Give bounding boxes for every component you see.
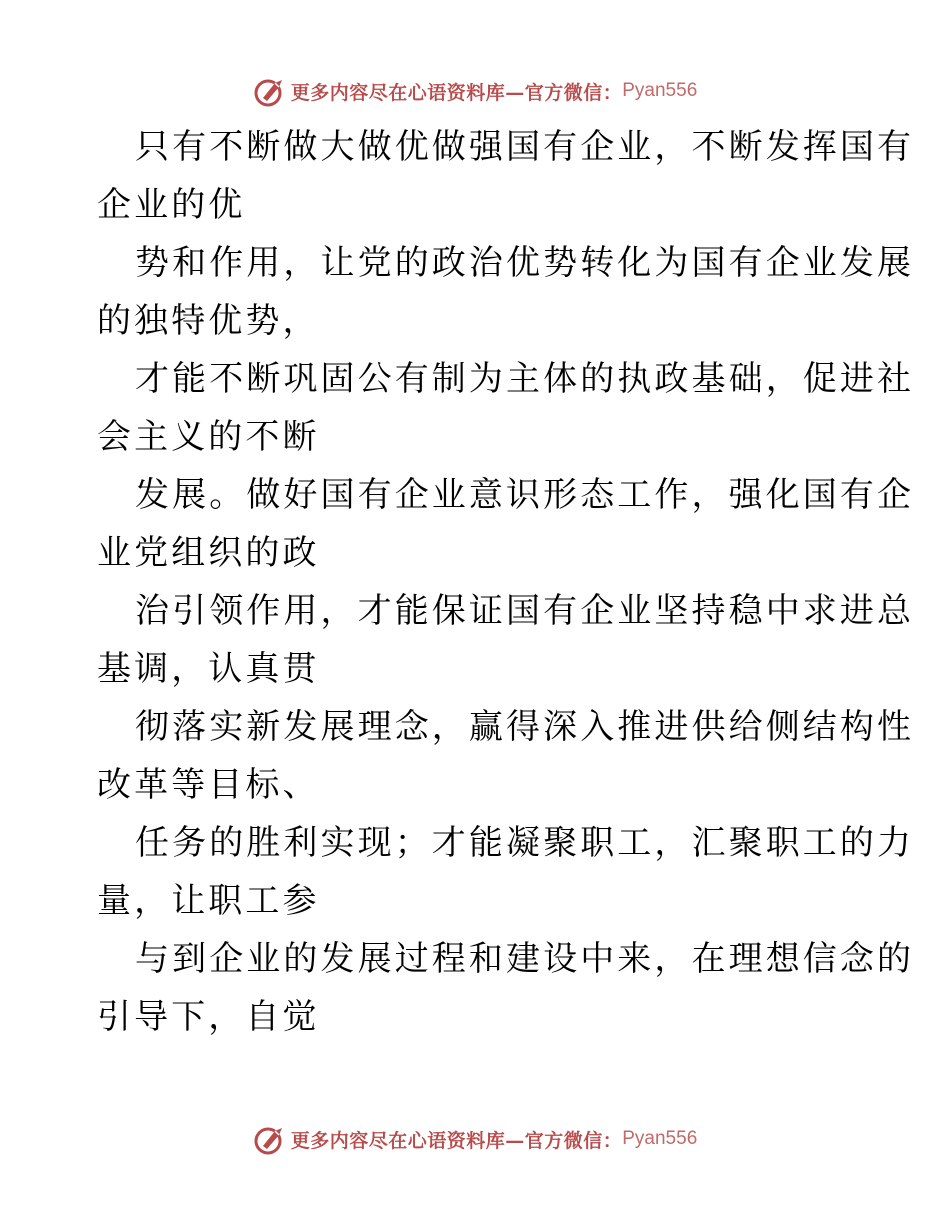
paragraph-line: 的独特优势，: [97, 301, 320, 341]
footer-banner: [0, 1119, 950, 1159]
paragraph-line: 发展。做好国有企业意识形态工作，强化国有企: [135, 475, 915, 515]
header-banner: [0, 71, 950, 111]
banner-wechat-id: Pyan556: [622, 80, 698, 101]
pen-nib-logo-icon: [253, 74, 287, 108]
paragraph-line: 任务的胜利实现；才能凝聚职工，汇聚职工的力: [135, 823, 915, 863]
banner-text: 更多内容尽在心语资料库—官方微信：: [290, 1129, 623, 1152]
paragraph-line: 与到企业的发展过程和建设中来，在理想信念的: [135, 939, 915, 979]
paragraph: [97, 814, 915, 930]
paragraph-line: 会主义的不断: [97, 417, 320, 457]
paragraph-line: 业党组织的政: [97, 533, 320, 573]
paragraph-line: 量，让职工参: [97, 881, 320, 921]
paragraph-line: 才能不断巩固公有制为主体的执政基础，促进社: [135, 359, 915, 399]
paragraph-line: 企业的优: [97, 185, 246, 225]
paragraph: [97, 234, 915, 350]
paragraph-line: 治引领作用，才能保证国有企业坚持稳中求进总: [135, 591, 915, 631]
paragraph-line: 势和作用，让党的政治优势转化为国有企业发展: [135, 243, 915, 283]
paragraph-line: 只有不断做大做优做强国有企业，不断发挥国有: [135, 127, 915, 167]
banner-text: 更多内容尽在心语资料库—官方微信：: [290, 81, 623, 104]
paragraph: [97, 930, 915, 1046]
paragraph: [97, 350, 915, 466]
paragraph: [97, 582, 915, 698]
paragraph: [97, 466, 915, 582]
paragraph-line: 彻落实新发展理念，赢得深入推进供给侧结构性: [135, 707, 915, 747]
banner-wechat-id: Pyan556: [622, 1128, 698, 1149]
pen-nib-logo-icon: [253, 1122, 287, 1156]
paragraph: [97, 118, 915, 234]
paragraph: [97, 698, 915, 814]
paragraph-line: 基调，认真贯: [97, 649, 320, 689]
document-body: [97, 118, 915, 1046]
paragraph-line: 引导下，自觉: [97, 997, 320, 1037]
paragraph-line: 改革等目标、: [97, 765, 320, 805]
